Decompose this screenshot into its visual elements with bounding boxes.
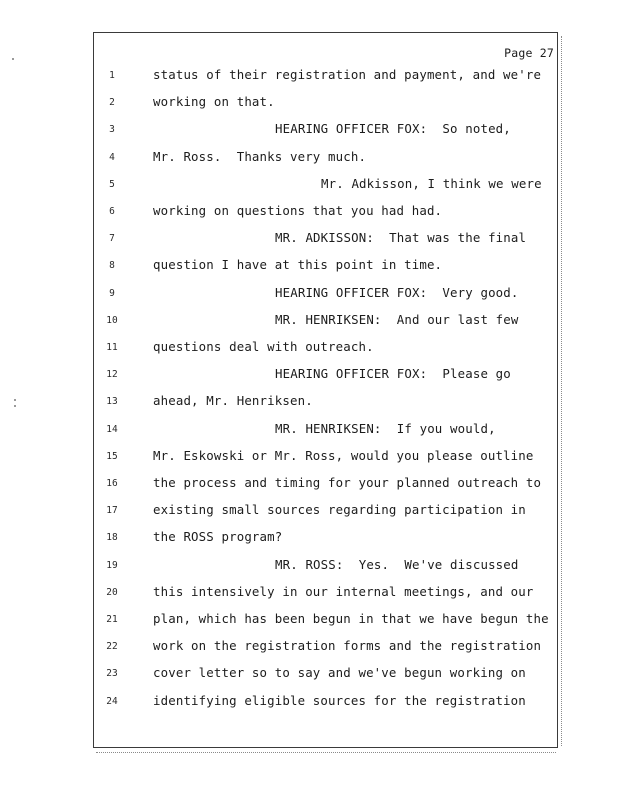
line-text: cover letter so to say and we've begun working on [153, 665, 526, 681]
line-number: 2 [109, 97, 115, 109]
transcript-line [0, 421, 618, 437]
line-number: 12 [106, 369, 118, 381]
transcript-line [0, 121, 618, 137]
transcript-line [0, 475, 618, 491]
line-number: 3 [109, 124, 115, 136]
line-number: 20 [106, 586, 118, 598]
line-number: 16 [106, 478, 118, 489]
line-number: 5 [109, 178, 115, 190]
transcript-line [0, 584, 618, 600]
transcript-line [0, 67, 618, 83]
transcript-line [0, 203, 618, 219]
transcript-line [0, 257, 618, 273]
transcript-line [0, 94, 618, 110]
line-text: Mr. Adkisson, I think we were [321, 175, 542, 191]
line-text: question I have at this point in time. [153, 257, 443, 273]
line-number: 9 [109, 287, 115, 299]
line-text: working on that. [153, 94, 275, 110]
scan-speck [12, 58, 14, 60]
line-number: 15 [106, 450, 118, 462]
line-number: 8 [109, 260, 115, 272]
transcript-line [0, 638, 618, 654]
line-text: MR. ADKISSON: That was the final [275, 230, 527, 246]
line-number: 22 [106, 641, 118, 653]
line-number: 19 [106, 559, 118, 571]
line-text: MR. HENRIKSEN: If you would, [275, 420, 496, 436]
transcript-line [0, 665, 618, 681]
line-text: ahead, Mr. Henriksen. [153, 393, 313, 409]
line-text: Mr. Eskowski or Mr. Ross, would you please outline [153, 447, 534, 463]
line-number: 24 [106, 695, 118, 707]
transcript-line [0, 529, 618, 545]
line-text: the ROSS program? [153, 529, 283, 545]
line-text: this intensively in our internal meetings, and our [153, 583, 534, 599]
scan-edge-bottom [96, 752, 556, 753]
transcript-line [0, 393, 618, 409]
transcript-line [0, 693, 618, 709]
line-text: work on the registration forms and the registration [153, 638, 542, 654]
page-number: Page 27 [504, 46, 554, 60]
line-text: Mr. Ross. Thanks very much. [153, 148, 367, 164]
line-number: 6 [109, 206, 115, 217]
line-number: 17 [106, 505, 118, 517]
line-text: MR. HENRIKSEN: And our last few [275, 311, 519, 327]
line-number: 18 [106, 532, 118, 544]
transcript-line [0, 230, 618, 246]
transcript-line [0, 448, 618, 464]
transcript-line [0, 339, 618, 355]
line-text: identifying eligible sources for the registration [153, 692, 526, 708]
line-text: MR. ROSS: Yes. We've discussed [275, 556, 519, 572]
line-text: existing small sources regarding participation in [153, 502, 526, 518]
line-number: 10 [106, 314, 118, 326]
line-text: HEARING OFFICER FOX: Please go [275, 366, 511, 382]
transcript-line [0, 366, 618, 382]
transcript-line [0, 312, 618, 328]
line-number: 23 [106, 668, 118, 680]
line-number: 1 [109, 70, 115, 81]
line-text: HEARING OFFICER FOX: Very good. [275, 284, 519, 300]
line-number: 4 [109, 151, 115, 163]
line-number: 13 [106, 396, 118, 408]
line-number: 11 [106, 342, 118, 353]
transcript-line [0, 611, 618, 627]
transcript-line [0, 176, 618, 192]
line-text: plan, which has been begun in that we have begun the [153, 611, 549, 626]
transcript-line [0, 557, 618, 573]
line-text: working on questions that you had had. [153, 203, 443, 218]
line-number: 7 [109, 233, 115, 245]
transcript-line [0, 285, 618, 301]
line-text: status of their registration and payment, and we're [153, 67, 542, 82]
line-number: 14 [106, 423, 118, 435]
line-text: questions deal with outreach. [153, 339, 374, 354]
line-text: HEARING OFFICER FOX: So noted, [275, 121, 511, 137]
line-text: the process and timing for your planned outreach to [153, 475, 542, 490]
transcript-line [0, 502, 618, 518]
transcript-line [0, 149, 618, 165]
line-number: 21 [106, 614, 118, 625]
